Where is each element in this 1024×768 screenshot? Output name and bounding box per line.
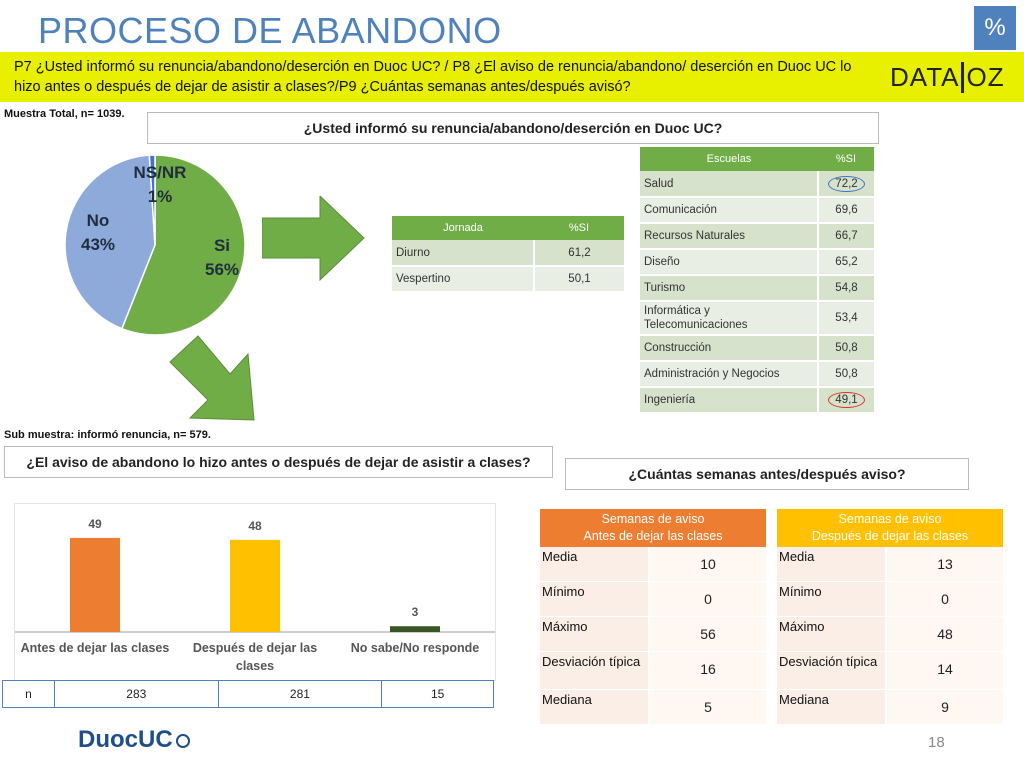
category-label: Después de dejar las clases xyxy=(192,641,318,673)
bar xyxy=(230,540,280,632)
escuelas-pct-header: %SI xyxy=(818,147,874,171)
jornada-pct-header: %SI xyxy=(534,216,624,240)
table-row xyxy=(777,582,1003,617)
sample-sub-note: Sub muestra: informó renuncia, n= 579. xyxy=(4,429,211,441)
escuelas-header-row xyxy=(640,147,874,171)
jornada-label: Vespertino xyxy=(392,266,534,292)
bar xyxy=(390,626,440,632)
stat-label: Media xyxy=(779,549,815,564)
question-2-box: ¿El aviso de abandono lo hizo antes o después de dejar de asistir a clases? xyxy=(4,446,553,478)
logo-part-a: DATA xyxy=(890,62,960,92)
page-title: PROCESO DE ABANDONO xyxy=(38,10,502,51)
escuela-value: 50,8 xyxy=(818,361,874,387)
table-row xyxy=(640,249,874,275)
stat-label: Desviación típica xyxy=(542,654,641,669)
escuela-value: 69,6 xyxy=(818,197,874,223)
table-row xyxy=(540,690,766,725)
n-table xyxy=(2,680,494,708)
sample-total-note: Muestra Total, n= 1039. xyxy=(4,108,125,120)
bar xyxy=(70,538,120,632)
jornada-label: Diurno xyxy=(392,240,534,266)
escuela-label: Comunicación xyxy=(640,197,818,223)
stats-before-header-1: Semanas de aviso xyxy=(601,512,705,526)
question-3-box: ¿Cuántas semanas antes/después aviso? xyxy=(565,458,969,490)
page-number: 18 xyxy=(928,734,945,751)
escuela-value: 65,2 xyxy=(818,249,874,275)
jornada-table xyxy=(392,216,624,293)
jornada-header-row xyxy=(392,216,624,240)
escuela-label: Informática y Telecomunicaciones xyxy=(640,301,818,335)
stats-after-header-2: Después de dejar las clases xyxy=(811,529,969,543)
stat-value: 5 xyxy=(648,690,766,724)
escuela-label: Turismo xyxy=(640,275,818,301)
table-row xyxy=(540,617,766,652)
datavoz-logo xyxy=(890,62,1005,93)
percent-badge: % xyxy=(974,6,1016,50)
table-row xyxy=(640,223,874,249)
escuela-value: 72,2 xyxy=(828,176,864,192)
escuela-label: Salud xyxy=(640,171,818,197)
stat-value: 9 xyxy=(885,690,1003,724)
question-band-text: P7 ¿Usted informó su renuncia/abandono/deserción en Duoc UC? / P8 ¿El aviso de renuncia/abandono/ deserción en Duoc UC lo hizo antes o después de dejar de asistir a clases?/P9 ¿Cuántas semanas antes/después avisó? xyxy=(14,59,852,95)
table-row xyxy=(777,652,1003,690)
escuela-label: Recursos Naturales xyxy=(640,223,818,249)
n-value: 281 xyxy=(218,681,382,708)
duoc-logo-part-b: UC xyxy=(138,726,173,753)
n-label: n xyxy=(3,681,55,708)
stat-value: 16 xyxy=(648,652,766,689)
stats-before-table xyxy=(540,509,766,725)
n-row xyxy=(3,681,494,708)
escuela-value: 50,8 xyxy=(818,335,874,361)
pie-label: NS/NR 1% xyxy=(133,163,187,206)
escuela-label: Construcción xyxy=(640,335,818,361)
arrow-right-icon xyxy=(262,196,366,282)
table-row xyxy=(640,361,874,387)
stat-label: Mínimo xyxy=(542,584,585,599)
table-row xyxy=(540,582,766,617)
jornada-header: Jornada xyxy=(392,216,534,240)
escuela-label: Administración y Negocios xyxy=(640,361,818,387)
escuela-value: 54,8 xyxy=(818,275,874,301)
escuela-value: 66,7 xyxy=(818,223,874,249)
stat-value: 10 xyxy=(648,547,766,581)
stat-value: 14 xyxy=(885,652,1003,689)
n-value: 283 xyxy=(55,681,219,708)
table-row xyxy=(392,240,624,266)
table-row xyxy=(640,197,874,223)
duocuc-logo xyxy=(78,726,190,754)
duoc-logo-part-a: Duoc xyxy=(78,726,138,753)
arrow-down-right-icon xyxy=(168,334,260,424)
stat-value: 0 xyxy=(648,582,766,616)
stat-label: Media xyxy=(542,549,578,564)
pie-chart xyxy=(60,150,260,345)
stat-value: 48 xyxy=(885,617,1003,651)
table-row xyxy=(540,547,766,582)
category-label: No sabe/No responde xyxy=(350,641,480,655)
logo-part-b: OZ xyxy=(966,62,1005,92)
n-value: 15 xyxy=(382,681,494,708)
stats-before-header xyxy=(540,509,766,547)
stat-value: 13 xyxy=(885,547,1003,581)
stat-value: 56 xyxy=(648,617,766,651)
stat-label: Desviación típica xyxy=(779,654,878,669)
escuela-value: 53,4 xyxy=(818,301,874,335)
question-1-box: ¿Usted informó su renuncia/abandono/deserción en Duoc UC? xyxy=(147,112,879,144)
table-row xyxy=(540,652,766,690)
escuelas-table xyxy=(640,147,874,414)
table-row xyxy=(640,335,874,361)
pie-label: Si 56% xyxy=(204,236,240,279)
escuela-label: Ingeniería xyxy=(640,387,818,413)
stats-after-header-1: Semanas de aviso xyxy=(838,512,942,526)
table-row xyxy=(777,547,1003,582)
table-row xyxy=(640,387,874,413)
stats-after-table xyxy=(777,509,1003,725)
stat-label: Mínimo xyxy=(779,584,822,599)
escuelas-header: Escuelas xyxy=(640,147,818,171)
stat-value: 0 xyxy=(885,582,1003,616)
bar-value-label: 48 xyxy=(248,518,262,533)
stats-before-header-2: Antes de dejar las clases xyxy=(583,529,723,543)
stats-after-header xyxy=(777,509,1003,547)
stat-label: Máximo xyxy=(542,619,588,634)
stat-label: Máximo xyxy=(779,619,825,634)
pie-label: No 43% xyxy=(80,211,116,254)
bar-chart xyxy=(14,503,496,681)
jornada-value: 50,1 xyxy=(534,266,624,292)
escuela-value: 49,1 xyxy=(828,392,864,408)
shield-icon xyxy=(176,734,190,748)
table-row xyxy=(640,275,874,301)
category-label: Antes de dejar las clases xyxy=(20,641,170,655)
stat-label: Mediana xyxy=(779,692,829,707)
bar-value-label: 49 xyxy=(88,516,102,531)
table-row xyxy=(392,266,624,292)
question-band xyxy=(0,52,1024,102)
escuela-label: Diseño xyxy=(640,249,818,275)
stat-label: Mediana xyxy=(542,692,592,707)
table-row xyxy=(777,617,1003,652)
table-row xyxy=(640,301,874,335)
table-row xyxy=(777,690,1003,725)
jornada-value: 61,2 xyxy=(534,240,624,266)
table-row xyxy=(640,171,874,197)
bar-value-label: 3 xyxy=(411,605,419,620)
